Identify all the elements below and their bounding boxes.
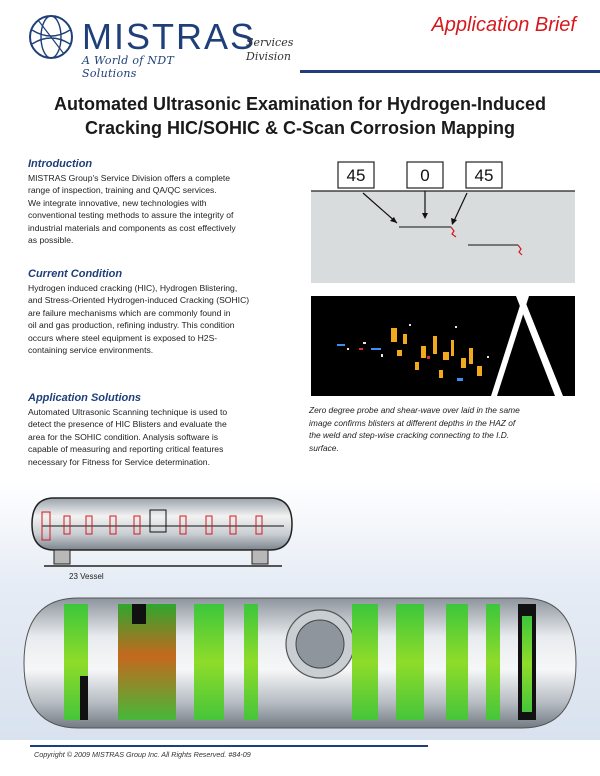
logo-name: MISTRAS (82, 16, 257, 57)
mistras-logo (26, 10, 257, 80)
probe-label-left: 45 (346, 166, 366, 185)
services-division-label: Services Division (246, 36, 294, 63)
ultrasonic-scan-image (311, 296, 575, 396)
introduction-heading: Introduction (28, 158, 93, 170)
copyright-text: Copyright © 2009 MISTRAS Group Inc. All Rights Reserved. #84-09 (34, 750, 251, 759)
logo-tagline: A World of NDT Solutions (82, 54, 175, 80)
c-scan-vessel-map (22, 596, 578, 730)
page-title: Automated Ultrasonic Examination for Hydrogen-Induced Cracking HIC/SOHIC & C-Scan Corrosion Mapping (53, 94, 547, 138)
vessel-diagram-small (30, 494, 294, 572)
figure-caption: Zero degree probe and shear-wave over laid in the same image confirms blisters at different depths in the HAZ of the weld and step-wise cracking connecting to the I.D. surface. (309, 405, 520, 453)
probe-label-center: 0 (420, 166, 430, 185)
introduction-text: MISTRAS Group's Service Division offers a complete range of inspection, training and QA/QC services. We integrate innovative, new technologies with conventional testing methods to assure the integrity of industrial materials and components as cost effectively as possible. (28, 173, 236, 246)
application-solutions-heading: Application Solutions (28, 392, 142, 404)
header-rule (300, 70, 600, 73)
doc-type-label: Application Brief (431, 14, 576, 36)
current-condition-text: Hydrogen induced cracking (HIC), Hydrogen Blistering, and Stress-Oriented Hydrogen-induced Cracking (SOHIC) are failure mechanisms which are commonly found in oil and gas production, refining industry. This condition occurs where steel equipment is exposed to H2S- containing service environments. (28, 283, 250, 356)
vessel-label: 23 Vessel (69, 572, 104, 581)
footer-rule (30, 745, 428, 747)
application-solutions-text: Automated Ultrasonic Scanning technique is used to detect the presence of HIC Blisters and evaluate the area for the SOHIC condition. Analysis software is capable of measuring and reporting critical features necessary for Fitness for Service determination. (28, 407, 228, 467)
probe-angle-diagram (311, 159, 575, 283)
probe-label-right: 45 (474, 166, 494, 185)
globe-logo-icon (26, 12, 76, 62)
current-condition-heading: Current Condition (28, 268, 123, 280)
